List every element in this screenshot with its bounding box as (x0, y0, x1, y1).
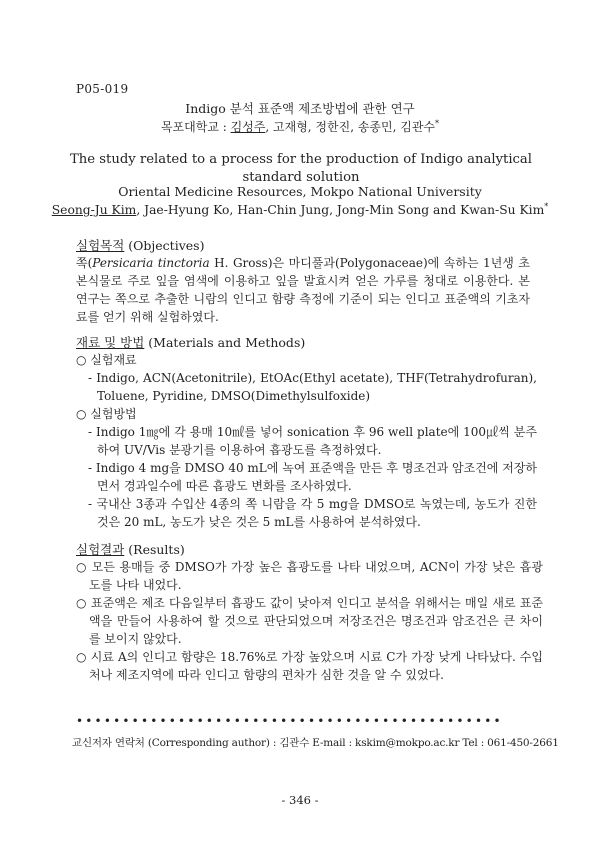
authors-english (0, 203, 600, 217)
methods-heading-kr: 재료 및 방법 (76, 335, 145, 350)
title-korean: Indigo 분석 표준액 제조방법에 관한 연구 (185, 101, 415, 116)
objectives-heading (76, 236, 204, 254)
first-author-kr: 김성주 (230, 120, 266, 134)
method-item: - Indigo 4 mg을 DMSO 40 mL에 녹여 표준액을 만든 후 명조건과 암조건에 저장하면서 경과일수에 따른 흡광도 변화를 조사하였다. (88, 461, 537, 493)
first-author-en: Seong-Ju Kim (51, 203, 137, 217)
result-item: ○ 시료 A의 인디고 함량은 18.76%로 가장 높았으며 시료 C가 가장 낮게 나타났다. 수입처나 제조지역에 따라 인디고 함량의 편차가 심한 것을 알 수 있었다. (76, 650, 543, 682)
corresponding-mark-en: * (544, 201, 549, 211)
results-heading-en: (Results) (124, 542, 185, 557)
institution-kr: 목포대학교 : (160, 120, 231, 134)
materials-item: - Indigo, ACN(Acetonitrile), EtOAc(Ethyl acetate), THF(Tetrahydrofuran), Toluene, Pyridine, DMSO(Dimethylsulfoxide) (88, 371, 537, 403)
result-item: ○ 모든 용매들 중 DMSO가 가장 높은 흡광도를 나타 내었으며, ACN이 가장 낮은 흡광도를 나타 내었다. (76, 560, 543, 592)
species-name: Persicaria tinctoria (92, 256, 210, 270)
title-english: The study related to a process for the production of Indigo analytical standard solution (70, 152, 533, 185)
method-item: - Indigo 1㎎에 각 용매 10㎖를 넣어 sonication 후 96 well plate에 100㎕씩 분주하여 UV/Vis 분광기를 이용하여 흡광도를 측정하였다. (88, 425, 537, 457)
objectives-text (76, 254, 530, 326)
corresponding-author-contact: 교신저자 연락처 (Corresponding author) : 김관수 E-mail : kskim@mokpo.ac.kr Tel : 061-450-2661 (72, 737, 559, 749)
result-item: ○ 표준액은 제조 다음일부터 흡광도 값이 낮아져 인디고 분석을 위해서는 매일 새로 표준액을 만들어 사용하여 할 것으로 판단되었으며 저장조건은 명조건과 암조건은 큰 차이를 보이지 않았다. (76, 596, 543, 646)
objectives-text-rest: H. Gross)은 마디풀과(Polygonaceae)에 속하는 1년생 초본식물로 주로 잎을 염색에 이용하고 잎을 발효시켜 얻은 가루를 청대로 이용한다. 본 연구는 쪽으로 추출한 니람의 인디고 함량 측정에 기준이 되는 인디고 표준액의 기초자료를 얻기 위해 실험하였다. (76, 256, 530, 324)
corresponding-mark-kr: * (435, 119, 440, 128)
objectives-heading-kr: 실험목적 (76, 238, 125, 253)
objectives-heading-en: (Objectives) (124, 238, 205, 253)
affiliation-korean (0, 118, 600, 135)
abstract-code: P05-019 (76, 82, 129, 96)
method-label: ○ 실험방법 (76, 407, 137, 421)
results-heading-kr: 실험결과 (76, 542, 125, 557)
results-heading (76, 540, 185, 558)
coauthors-en: , Jae-Hyung Ko, Han-Chin Jung, Jong-Min Song and Kwan-Su Kim (136, 203, 545, 217)
method-item: - 국내산 3종과 수입산 4종의 쪽 니람을 각 5 mg을 DMSO로 녹였는데, 농도가 진한 것은 20 mL, 농도가 낮은 것은 5 mL를 사용하여 분석하였다. (88, 497, 537, 529)
dotted-separator: •••••••••••••••••••••••••••••••••••••••••••••• (76, 714, 503, 728)
page-number: - 346 - (281, 793, 319, 807)
objectives-text-start: 쪽( (76, 256, 93, 270)
affiliation-english: Oriental Medicine Resources, Mokpo National University (118, 184, 482, 199)
methods-heading (76, 333, 305, 351)
coauthors-kr: , 고재형, 정한진, 송종민, 김관수 (265, 120, 436, 134)
materials-label: ○ 실험재료 (76, 353, 137, 367)
methods-heading-en: (Materials and Methods) (144, 335, 306, 350)
